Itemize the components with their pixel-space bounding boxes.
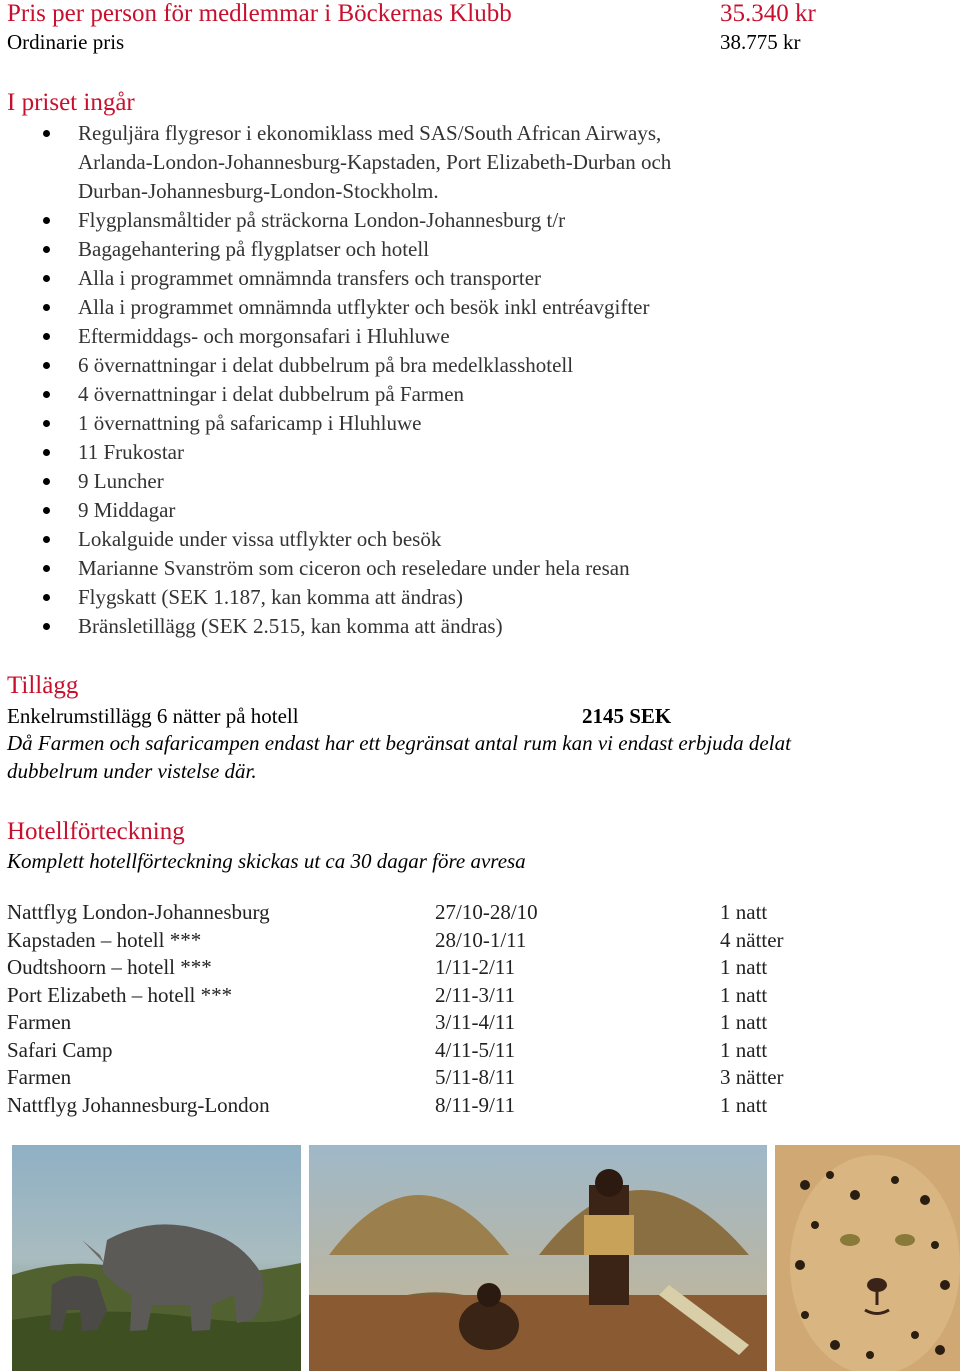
- regular-price-label: Ordinarie pris: [7, 30, 125, 54]
- bullet-icon: [43, 304, 50, 311]
- bullet-icon: [43, 565, 50, 572]
- hotels-note: Komplett hotellförteckning skickas ut ca 30 dagar före avresa: [7, 849, 526, 873]
- list-item: Flygplansmåltider på sträckorna London-Johannesburg t/r: [0, 206, 960, 235]
- table-row: [7, 1038, 957, 1065]
- hotel-place: Nattflyg London-Johannesburg: [7, 900, 270, 924]
- hotel-nights: 1 natt: [720, 1093, 768, 1117]
- list-item: 4 övernattningar i delat dubbelrum på Farmen: [0, 380, 960, 409]
- hotel-nights: 1 natt: [720, 955, 768, 979]
- bullet-icon: [43, 362, 50, 369]
- hotel-place: Safari Camp: [7, 1038, 113, 1062]
- bullet-icon: [43, 594, 50, 601]
- bullet-icon: [43, 536, 50, 543]
- hotel-dates: 28/10-1/11: [435, 928, 527, 952]
- table-row: [7, 928, 957, 955]
- bullet-icon: [43, 275, 50, 282]
- list-item: 9 Luncher: [0, 467, 960, 496]
- hotel-place: Port Elizabeth – hotell ***: [7, 983, 233, 1007]
- hotel-dates: 5/11-8/11: [435, 1065, 516, 1089]
- hotel-nights: 1 natt: [720, 983, 768, 1007]
- hotel-dates: 1/11-2/11: [435, 955, 516, 979]
- list-item: Eftermiddags- och morgonsafari i Hluhluwe: [0, 322, 960, 351]
- bullet-icon: [43, 478, 50, 485]
- supplement-note-line2: dubbelrum under vistelse där.: [7, 759, 257, 783]
- hotel-nights: 1 natt: [720, 1038, 768, 1062]
- leopard-photo: [775, 1145, 960, 1371]
- table-row: [7, 900, 957, 927]
- hotel-dates: 4/11-5/11: [435, 1038, 516, 1062]
- hotel-place: Farmen: [7, 1065, 72, 1089]
- list-item: Alla i programmet omnämnda transfers och transporter: [0, 264, 960, 293]
- member-price-value: 35.340 kr: [720, 0, 816, 27]
- bullet-icon: [43, 246, 50, 253]
- list-item: 9 Middagar: [0, 496, 960, 525]
- table-row: [7, 1010, 957, 1037]
- hotel-nights: 1 natt: [720, 900, 768, 924]
- hotel-nights: 3 nätter: [720, 1065, 784, 1089]
- bullet-icon: [43, 449, 50, 456]
- bullet-icon: [43, 391, 50, 398]
- list-item: Bränsletillägg (SEK 2.515, kan komma att ändras): [0, 612, 960, 641]
- included-list: [0, 119, 960, 641]
- hotel-nights: 1 natt: [720, 1010, 768, 1034]
- bullet-icon: [43, 623, 50, 630]
- list-item: Bagagehantering på flygplatser och hotell: [0, 235, 960, 264]
- rhino-photo: [12, 1145, 301, 1371]
- hotel-dates: 8/11-9/11: [435, 1093, 516, 1117]
- hotel-place: Kapstaden – hotell ***: [7, 928, 202, 952]
- bullet-icon: [43, 420, 50, 427]
- hotels-heading: Hotellförteckning: [7, 818, 185, 845]
- hotel-dates: 27/10-28/10: [435, 900, 538, 924]
- zulu-village-photo: [309, 1145, 767, 1371]
- single-room-label: Enkelrumstillägg 6 nätter på hotell: [7, 704, 299, 728]
- list-item: 1 övernattning på safaricamp i Hluhluwe: [0, 409, 960, 438]
- table-row: [7, 983, 957, 1010]
- list-item: Flygskatt (SEK 1.187, kan komma att ändras): [0, 583, 960, 612]
- list-item: Reguljära flygresor i ekonomiklass med SAS/South African Airways, Arlanda-London-Johannesburg-Kapstaden, Port Elizabeth-Durban och Durban-Johannesburg-London-Stockholm.: [0, 119, 960, 206]
- hotel-place: Oudtshoorn – hotell ***: [7, 955, 212, 979]
- bullet-icon: [43, 130, 50, 137]
- regular-price-value: 38.775 kr: [720, 30, 801, 54]
- list-item: 11 Frukostar: [0, 438, 960, 467]
- table-row: [7, 1093, 957, 1120]
- list-item: Alla i programmet omnämnda utflykter och besök inkl entréavgifter: [0, 293, 960, 322]
- supplement-heading: Tillägg: [7, 672, 79, 699]
- table-row: [7, 1065, 957, 1092]
- supplement-note-line1: Då Farmen och safaricampen endast har ett begränsat antal rum kan vi endast erbjuda delat: [7, 731, 791, 755]
- hotel-dates: 2/11-3/11: [435, 983, 516, 1007]
- bullet-icon: [43, 217, 50, 224]
- bullet-icon: [43, 333, 50, 340]
- member-price-label: Pris per person för medlemmar i Böckernas Klubb: [7, 0, 512, 27]
- included-heading: I priset ingår: [7, 89, 135, 116]
- hotel-place: Nattflyg Johannesburg-London: [7, 1093, 270, 1117]
- hotel-nights: 4 nätter: [720, 928, 784, 952]
- list-item: Marianne Svanström som ciceron och reseledare under hela resan: [0, 554, 960, 583]
- hotel-place: Farmen: [7, 1010, 72, 1034]
- hotel-dates: 3/11-4/11: [435, 1010, 516, 1034]
- bullet-icon: [43, 507, 50, 514]
- single-room-value: 2145 SEK: [582, 704, 672, 728]
- list-item: 6 övernattningar i delat dubbelrum på bra medelklasshotell: [0, 351, 960, 380]
- table-row: [7, 955, 957, 982]
- list-item: Lokalguide under vissa utflykter och besök: [0, 525, 960, 554]
